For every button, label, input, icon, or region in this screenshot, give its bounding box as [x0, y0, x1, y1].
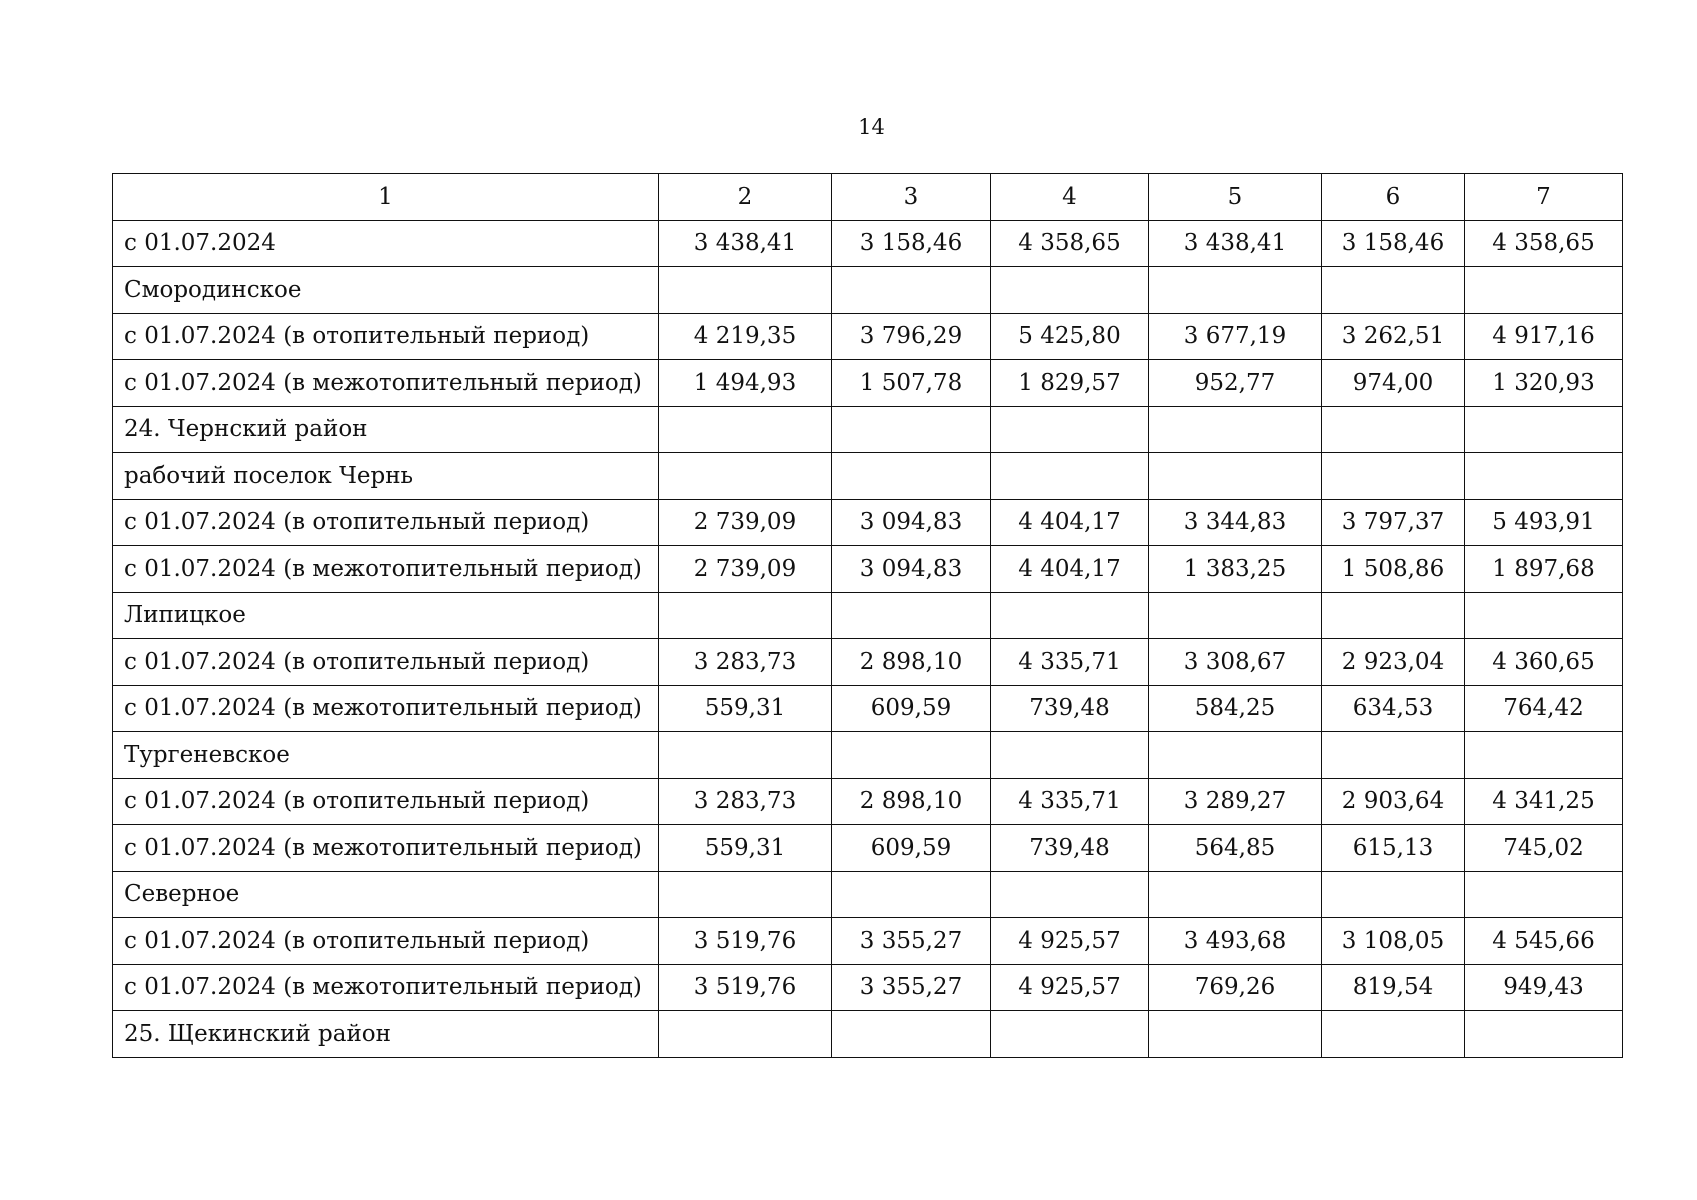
value-cell: 4 360,65	[1465, 639, 1623, 686]
value-cell: 3 438,41	[1149, 220, 1322, 267]
value-cell	[991, 732, 1149, 779]
row-label: с 01.07.2024 (в отопительный период)	[113, 778, 659, 825]
value-cell: 4 404,17	[991, 499, 1149, 546]
row-label: с 01.07.2024	[113, 220, 659, 267]
table-row	[113, 918, 1623, 965]
value-cell	[1322, 1011, 1465, 1058]
row-label: Липицкое	[113, 592, 659, 639]
value-cell: 615,13	[1322, 825, 1465, 872]
value-cell	[659, 732, 832, 779]
value-cell	[1465, 453, 1623, 500]
value-cell	[659, 453, 832, 500]
value-cell	[1149, 267, 1322, 314]
value-cell	[1322, 732, 1465, 779]
value-cell: 3 158,46	[832, 220, 991, 267]
value-cell	[991, 871, 1149, 918]
table-row	[113, 592, 1623, 639]
row-label: с 01.07.2024 (в отопительный период)	[113, 918, 659, 965]
value-cell	[991, 453, 1149, 500]
value-cell	[1465, 732, 1623, 779]
row-label: 24. Чернский район	[113, 406, 659, 453]
table-row	[113, 778, 1623, 825]
value-cell: 745,02	[1465, 825, 1623, 872]
value-cell: 3 355,27	[832, 918, 991, 965]
value-cell: 1 897,68	[1465, 546, 1623, 593]
table-row	[113, 871, 1623, 918]
value-cell: 3 108,05	[1322, 918, 1465, 965]
row-label: рабочий поселок Чернь	[113, 453, 659, 500]
value-cell: 3 283,73	[659, 778, 832, 825]
value-cell	[991, 1011, 1149, 1058]
value-cell: 1 508,86	[1322, 546, 1465, 593]
value-cell: 4 917,16	[1465, 313, 1623, 360]
value-cell: 739,48	[991, 685, 1149, 732]
table-row	[113, 406, 1623, 453]
value-cell	[659, 406, 832, 453]
value-cell	[1465, 267, 1623, 314]
value-cell: 1 829,57	[991, 360, 1149, 407]
table-row	[113, 360, 1623, 407]
value-cell: 4 219,35	[659, 313, 832, 360]
table-body	[113, 174, 1623, 1058]
value-cell: 769,26	[1149, 964, 1322, 1011]
value-cell: 3 519,76	[659, 964, 832, 1011]
value-cell	[1149, 406, 1322, 453]
table-row	[113, 685, 1623, 732]
value-cell: 4 925,57	[991, 964, 1149, 1011]
value-cell: 4 358,65	[991, 220, 1149, 267]
value-cell	[1322, 453, 1465, 500]
value-cell: 4 358,65	[1465, 220, 1623, 267]
value-cell: 3 797,37	[1322, 499, 1465, 546]
value-cell: 3 677,19	[1149, 313, 1322, 360]
value-cell: 634,53	[1322, 685, 1465, 732]
value-cell: 2 898,10	[832, 778, 991, 825]
value-cell	[1465, 406, 1623, 453]
column-header: 3	[832, 174, 991, 221]
value-cell: 974,00	[1322, 360, 1465, 407]
value-cell	[1322, 871, 1465, 918]
row-label: с 01.07.2024 (в межотопительный период)	[113, 964, 659, 1011]
value-cell: 5 425,80	[991, 313, 1149, 360]
column-header: 6	[1322, 174, 1465, 221]
value-cell: 559,31	[659, 825, 832, 872]
value-cell: 3 355,27	[832, 964, 991, 1011]
value-cell: 2 739,09	[659, 546, 832, 593]
value-cell: 1 383,25	[1149, 546, 1322, 593]
page-number: 14	[858, 115, 885, 139]
value-cell	[832, 871, 991, 918]
value-cell: 2 739,09	[659, 499, 832, 546]
value-cell	[832, 453, 991, 500]
value-cell	[991, 267, 1149, 314]
value-cell: 4 404,17	[991, 546, 1149, 593]
value-cell	[832, 592, 991, 639]
value-cell: 1 494,93	[659, 360, 832, 407]
row-label: с 01.07.2024 (в межотопительный период)	[113, 546, 659, 593]
value-cell: 952,77	[1149, 360, 1322, 407]
value-cell	[1465, 871, 1623, 918]
column-header: 5	[1149, 174, 1322, 221]
table-row	[113, 825, 1623, 872]
row-label: с 01.07.2024 (в межотопительный период)	[113, 360, 659, 407]
value-cell	[991, 406, 1149, 453]
value-cell	[1465, 1011, 1623, 1058]
row-label: Северное	[113, 871, 659, 918]
value-cell: 564,85	[1149, 825, 1322, 872]
table-row	[113, 546, 1623, 593]
value-cell: 3 158,46	[1322, 220, 1465, 267]
table-row	[113, 313, 1623, 360]
value-cell: 739,48	[991, 825, 1149, 872]
value-cell: 1 507,78	[832, 360, 991, 407]
value-cell: 949,43	[1465, 964, 1623, 1011]
value-cell: 3 283,73	[659, 639, 832, 686]
value-cell: 3 094,83	[832, 499, 991, 546]
value-cell: 3 519,76	[659, 918, 832, 965]
value-cell	[832, 1011, 991, 1058]
column-header: 2	[659, 174, 832, 221]
value-cell: 2 903,64	[1322, 778, 1465, 825]
value-cell: 3 796,29	[832, 313, 991, 360]
value-cell	[1149, 732, 1322, 779]
row-label: с 01.07.2024 (в отопительный период)	[113, 499, 659, 546]
table-row	[113, 1011, 1623, 1058]
value-cell: 609,59	[832, 685, 991, 732]
value-cell	[832, 406, 991, 453]
column-header: 4	[991, 174, 1149, 221]
table-row	[113, 453, 1623, 500]
row-label: с 01.07.2024 (в межотопительный период)	[113, 685, 659, 732]
value-cell: 2 923,04	[1322, 639, 1465, 686]
table-row	[113, 499, 1623, 546]
value-cell: 584,25	[1149, 685, 1322, 732]
row-label: Смородинское	[113, 267, 659, 314]
value-cell: 3 289,27	[1149, 778, 1322, 825]
value-cell: 3 438,41	[659, 220, 832, 267]
value-cell: 559,31	[659, 685, 832, 732]
value-cell: 3 344,83	[1149, 499, 1322, 546]
table-row	[113, 220, 1623, 267]
value-cell: 3 094,83	[832, 546, 991, 593]
value-cell	[1322, 592, 1465, 639]
value-cell: 4 925,57	[991, 918, 1149, 965]
table-row	[113, 964, 1623, 1011]
value-cell: 2 898,10	[832, 639, 991, 686]
value-cell	[659, 592, 832, 639]
value-cell: 5 493,91	[1465, 499, 1623, 546]
value-cell	[1322, 267, 1465, 314]
value-cell: 3 493,68	[1149, 918, 1322, 965]
table-row	[113, 639, 1623, 686]
value-cell	[659, 267, 832, 314]
table-row	[113, 732, 1623, 779]
table-row	[113, 267, 1623, 314]
value-cell: 4 545,66	[1465, 918, 1623, 965]
value-cell	[832, 732, 991, 779]
row-label: 25. Щекинский район	[113, 1011, 659, 1058]
value-cell	[832, 267, 991, 314]
column-header: 1	[113, 174, 659, 221]
row-label: Тургеневское	[113, 732, 659, 779]
value-cell: 819,54	[1322, 964, 1465, 1011]
value-cell	[1149, 453, 1322, 500]
value-cell: 3 308,67	[1149, 639, 1322, 686]
row-label: с 01.07.2024 (в межотопительный период)	[113, 825, 659, 872]
value-cell: 609,59	[832, 825, 991, 872]
value-cell: 4 341,25	[1465, 778, 1623, 825]
value-cell: 3 262,51	[1322, 313, 1465, 360]
value-cell	[1322, 406, 1465, 453]
column-header: 7	[1465, 174, 1623, 221]
value-cell	[659, 871, 832, 918]
value-cell	[1149, 592, 1322, 639]
value-cell	[1149, 871, 1322, 918]
tariff-table	[112, 173, 1623, 1058]
value-cell: 4 335,71	[991, 778, 1149, 825]
value-cell	[1465, 592, 1623, 639]
value-cell: 1 320,93	[1465, 360, 1623, 407]
value-cell	[659, 1011, 832, 1058]
row-label: с 01.07.2024 (в отопительный период)	[113, 639, 659, 686]
value-cell: 764,42	[1465, 685, 1623, 732]
value-cell: 4 335,71	[991, 639, 1149, 686]
table-header-row	[113, 174, 1623, 221]
row-label: с 01.07.2024 (в отопительный период)	[113, 313, 659, 360]
value-cell	[1149, 1011, 1322, 1058]
value-cell	[991, 592, 1149, 639]
